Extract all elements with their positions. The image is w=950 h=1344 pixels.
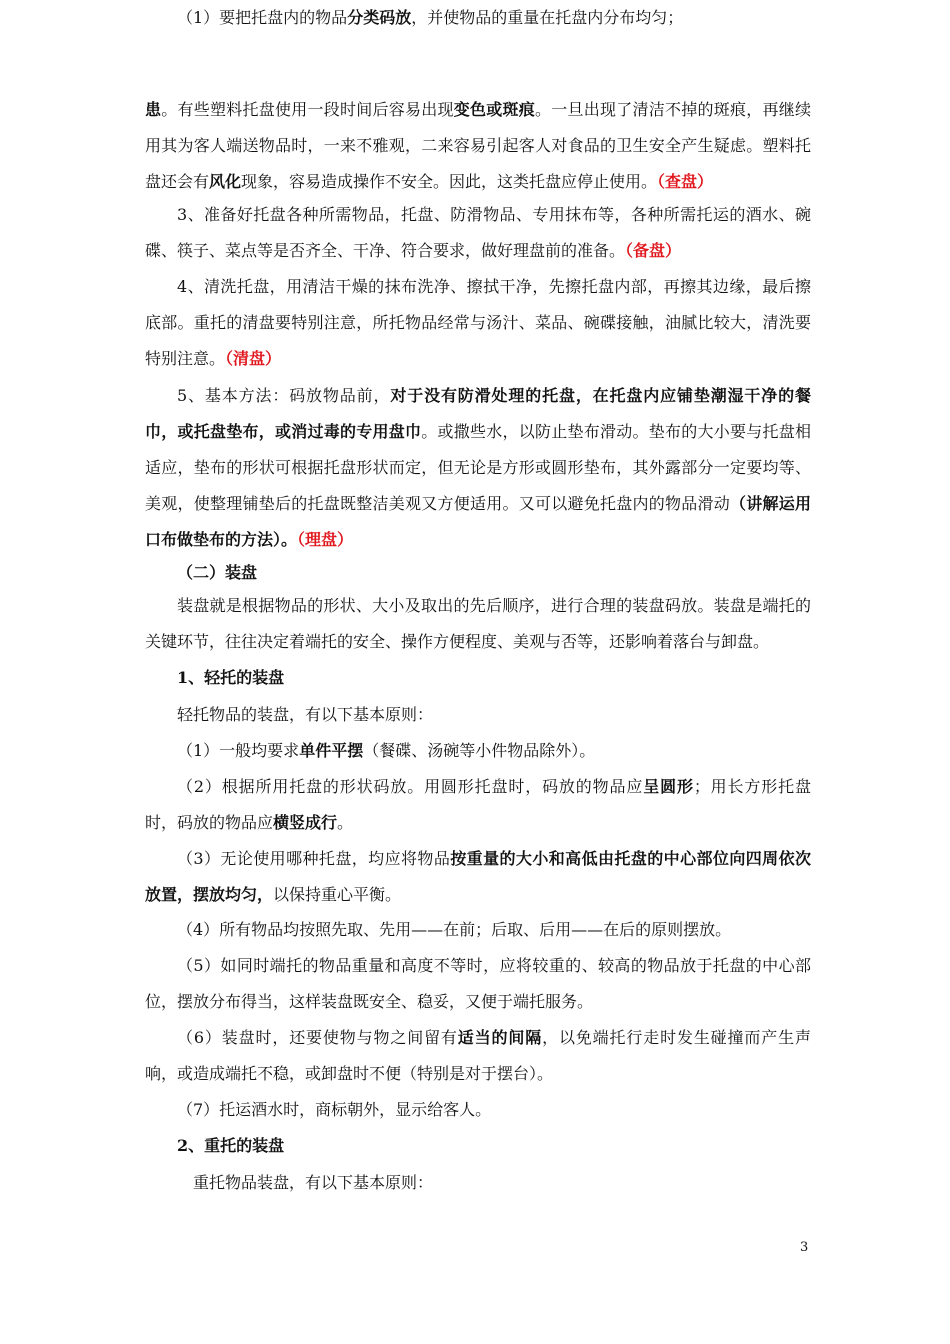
step-tag: （备盘）: [625, 241, 682, 260]
paragraph: [145, 378, 811, 558]
bold-text: 按重量的大小和高低由托盘的中心部位向四周依次放置，摆放均匀，: [145, 849, 811, 904]
paragraph: [145, 769, 811, 841]
paragraph: [145, 1165, 811, 1201]
paragraph: [145, 660, 811, 696]
bold-text: 2、重托的装盘: [177, 1136, 285, 1155]
text-run: ，以免端托行走时发生碰撞而产生声响，或造成端托不稳，或卸盘时不便（特别是对于摆台）。: [145, 1028, 811, 1083]
paragraph: [145, 197, 811, 269]
bold-text: 单件平摆: [299, 741, 364, 760]
bold-text: 横竖成行: [273, 813, 338, 832]
text-run: ，并使物品的重量在托盘内分布均匀；: [411, 8, 684, 27]
text-run: （1）一般均要求: [177, 741, 300, 760]
bold-text: （讲解运用口布做垫布的方法）。: [145, 494, 811, 549]
text-run: 4、清洗托盘，用清洁干燥的抹布洗净、擦拭干净，先擦托盘内部，再擦其边缘，最后擦底部。重托的清盘要特别注意，所托物品经常与汤汁、菜品、碗碟接触，油腻比较大，清洗要特别注意。: [145, 277, 811, 368]
bold-text: 风化: [209, 172, 242, 191]
text-run: 5、基本方法：码放物品前，: [177, 386, 391, 405]
text-run: （2）根据所用托盘的形状码放。用圆形托盘时，码放的物品应: [177, 777, 644, 796]
text-run: （4）所有物品均按照先取、先用——在前；后取、后用——在后的原则摆放。: [177, 920, 732, 939]
text-run: 。有些塑料托盘使用一段时间后容易出现: [161, 100, 454, 119]
text-run: （6）装盘时，还要使物与物之间留有: [177, 1028, 458, 1047]
text-run: ；用长方形托盘时，码放的物品应: [145, 777, 811, 832]
bold-text: 呈圆形: [643, 777, 694, 796]
text-run: （7）托运酒水时，商标朝外，显示给客人。: [177, 1100, 492, 1119]
bold-text: （二）装盘: [177, 563, 258, 582]
text-run: 重托物品装盘，有以下基本原则：: [193, 1173, 434, 1192]
bold-text: 患: [145, 100, 162, 119]
text-run: 。: [337, 813, 354, 832]
text-run: 。一旦出现了清洁不掉的斑痕，再继续用其为客人端送物品时，一来不雅观，二来容易引起客人对食品的卫生安全产生疑虑。塑料托盘还会有: [145, 100, 811, 191]
text-run: 3、准备好托盘各种所需物品，托盘、防滑物品、专用抹布等，各种所需托运的酒水、碗碟、筷子、菜点等是否齐全、干净、符合要求，做好理盘前的准备。: [145, 205, 811, 260]
paragraph: [145, 1128, 811, 1164]
paragraph: [145, 733, 811, 769]
paragraph: [145, 92, 811, 200]
text-run: （5）如同时端托的物品重量和高度不等时，应将较重的、较高的物品放于托盘的中心部位，摆放分布得当，这样装盘既安全、稳妥，又便于端托服务。: [145, 956, 811, 1011]
paragraph: [145, 0, 811, 36]
text-run: （1）要把托盘内的物品: [177, 8, 348, 27]
paragraph: [145, 588, 811, 660]
bold-text: 分类码放: [347, 8, 412, 27]
paragraph: [145, 697, 811, 733]
paragraph: [145, 948, 811, 1020]
text-run: 以保持重心平衡。: [273, 885, 402, 904]
text-run: （餐碟、汤碗等小件物品除外）。: [363, 741, 596, 760]
paragraph: [145, 841, 811, 913]
text-run: 。或撒些水，以防止垫布滑动。垫布的大小要与托盘相适应，垫布的形状可根据托盘形状而定，但无论是方形或圆形垫布，其外露部分一定要均等、美观，使整理铺垫后的托盘既整洁美观又方便适用。又可以避免托盘内的物品滑动: [145, 422, 811, 513]
text-run: 轻托物品的装盘，有以下基本原则：: [177, 705, 434, 724]
bold-text: 对于没有防滑处理的托盘，在托盘内应铺垫潮湿干净的餐巾，或托盘垫布，或消过毒的专用盘巾: [145, 386, 811, 441]
step-tag: （理盘）: [297, 530, 354, 549]
step-tag: （清盘）: [225, 349, 282, 368]
paragraph: [145, 912, 811, 948]
text-run: 现象，容易造成操作不安全。因此，这类托盘应停止使用。: [241, 172, 658, 191]
paragraph: [145, 555, 811, 591]
paragraph: [145, 269, 811, 377]
paragraph: [145, 1092, 811, 1128]
step-tag: （查盘）: [657, 172, 714, 191]
paragraph: [145, 1020, 811, 1092]
bold-text: 适当的间隔: [457, 1028, 543, 1047]
text-run: （3）无论使用哪种托盘，均应将物品: [177, 849, 451, 868]
page-number: 3: [800, 1240, 809, 1255]
bold-text: 1、轻托的装盘: [177, 668, 285, 687]
text-run: 装盘就是根据物品的形状、大小及取出的先后顺序，进行合理的装盘码放。装盘是端托的关键环节，往往决定着端托的安全、操作方便程度、美观与否等，还影响着落台与卸盘。: [145, 596, 811, 651]
bold-text: 变色或斑痕: [453, 100, 535, 119]
